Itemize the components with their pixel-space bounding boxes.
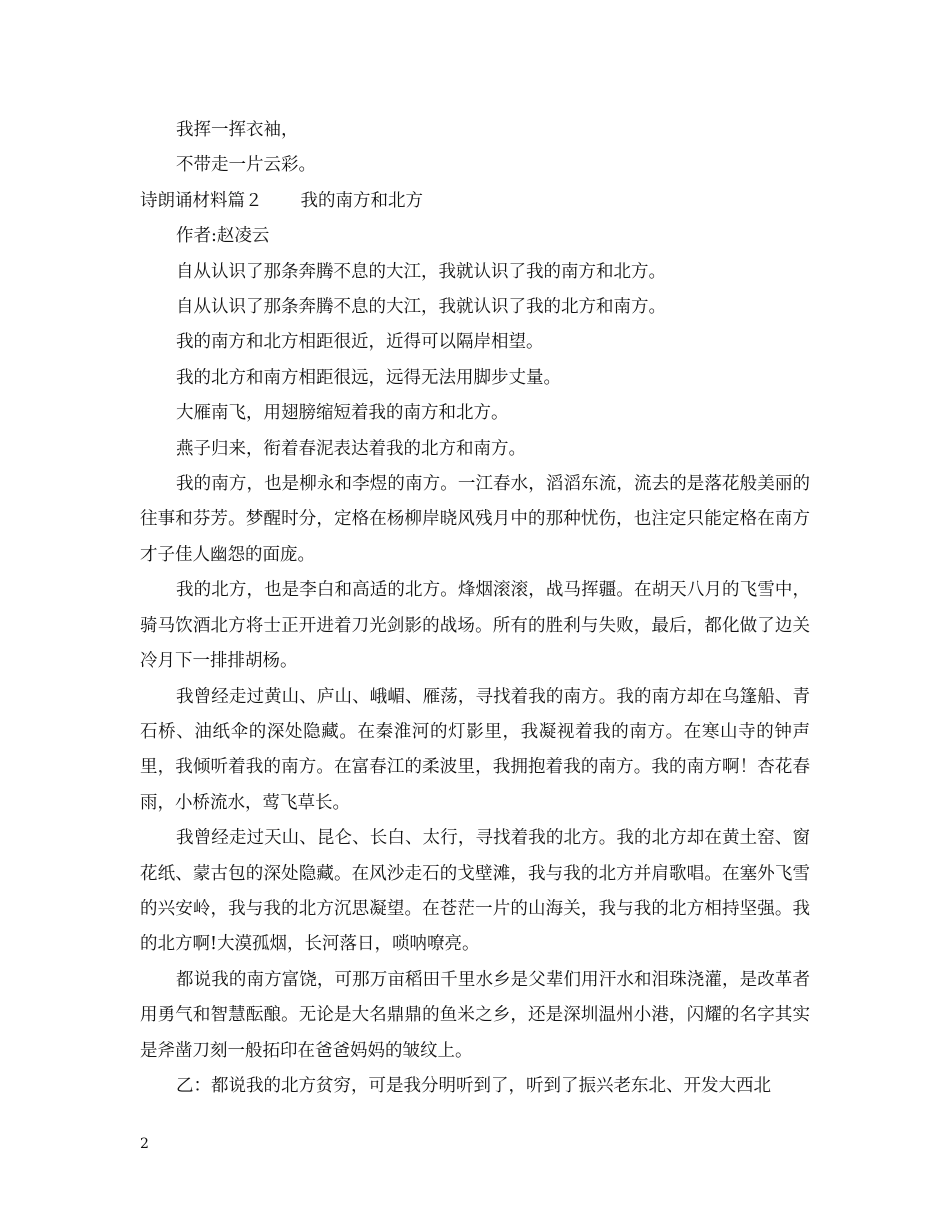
poem-line: 我的南方和北方相距很近，近得可以隔岸相望。 [176,332,544,353]
poem-line: 我的北方和南方相距很远，远得无法用脚步丈量。 [176,367,561,388]
paragraph: 乙：都说我的北方贫穷，可是我分明听到了，听到了振兴老东北、开发大西北 [176,1075,771,1096]
document-body [140,113,810,1104]
poem-line: 自从认识了那条奔腾不息的大江，我就认识了我的北方和南方。 [176,297,666,318]
page-number: 2 [140,1136,149,1152]
poem-title: 我的南方和北方 [300,190,423,211]
poem-line: 不带走一片云彩。 [176,155,316,176]
poem-line: 大雁南飞，用翅膀缩短着我的南方和北方。 [176,403,509,424]
paragraph: 我曾经走过天山、昆仑、长白、太行，寻找着我的北方。我的北方却在黄土窑、窗花纸、蒙古包的深处隐藏。在风沙走石的戈壁滩，我与我的北方并肩歌唱。在塞外飞雪的兴安岭，我与我的北方沉思凝望。在苍茫一片的山海关，我与我的北方相持坚强。我的北方啊!大漠孤烟，长河落日，唢呐嘹亮。 [140,828,810,955]
author-line: 作者:赵凌云 [176,226,270,247]
poem-line: 自从认识了那条奔腾不息的大江，我就认识了我的南方和北方。 [176,261,666,282]
paragraph: 我曾经走过黄山、庐山、峨嵋、雁荡，寻找着我的南方。我的南方却在乌篷船、青石桥、油纸伞的深处隐藏。在秦淮河的灯影里，我凝视着我的南方。在寒山寺的钟声里，我倾听着我的南方。在富春江的柔波里，我拥抱着我的南方。我的南方啊！杏花春雨，小桥流水，莺飞草长。 [140,686,810,813]
section-heading [140,184,810,219]
paragraph: 我的北方，也是李白和高适的北方。烽烟滚滚，战马挥疆。在胡天八月的飞雪中，骑马饮酒北方将士正开进着刀光剑影的战场。所有的胜利与失败，最后，都化做了边关冷月下一排排胡杨。 [140,580,810,672]
paragraph: 我的南方，也是柳永和李煜的南方。一江春水，滔滔东流，流去的是落花般美丽的往事和芬芳。梦醒时分，定格在杨柳岸晓风残月中的那种忧伤，也注定只能定格在南方才子佳人幽怨的面庞。 [140,474,810,565]
poem-line: 燕子归来，衔着春泥表达着我的北方和南方。 [176,438,526,459]
section-label: 诗朗诵材料篇２ [140,190,263,211]
paragraph: 都说我的南方富饶，可那万亩稻田千里水乡是父辈们用汗水和泪珠浇灌，是改革者用勇气和智慧酝酿。无论是大名鼎鼎的鱼米之乡，还是深圳温州小港，闪耀的名字其实是斧凿刀刻一般拓印在爸爸妈妈的皱纹上。 [140,969,810,1061]
poem-paragraphs [140,467,810,1104]
poem-line: 我挥一挥衣袖， [176,120,299,140]
